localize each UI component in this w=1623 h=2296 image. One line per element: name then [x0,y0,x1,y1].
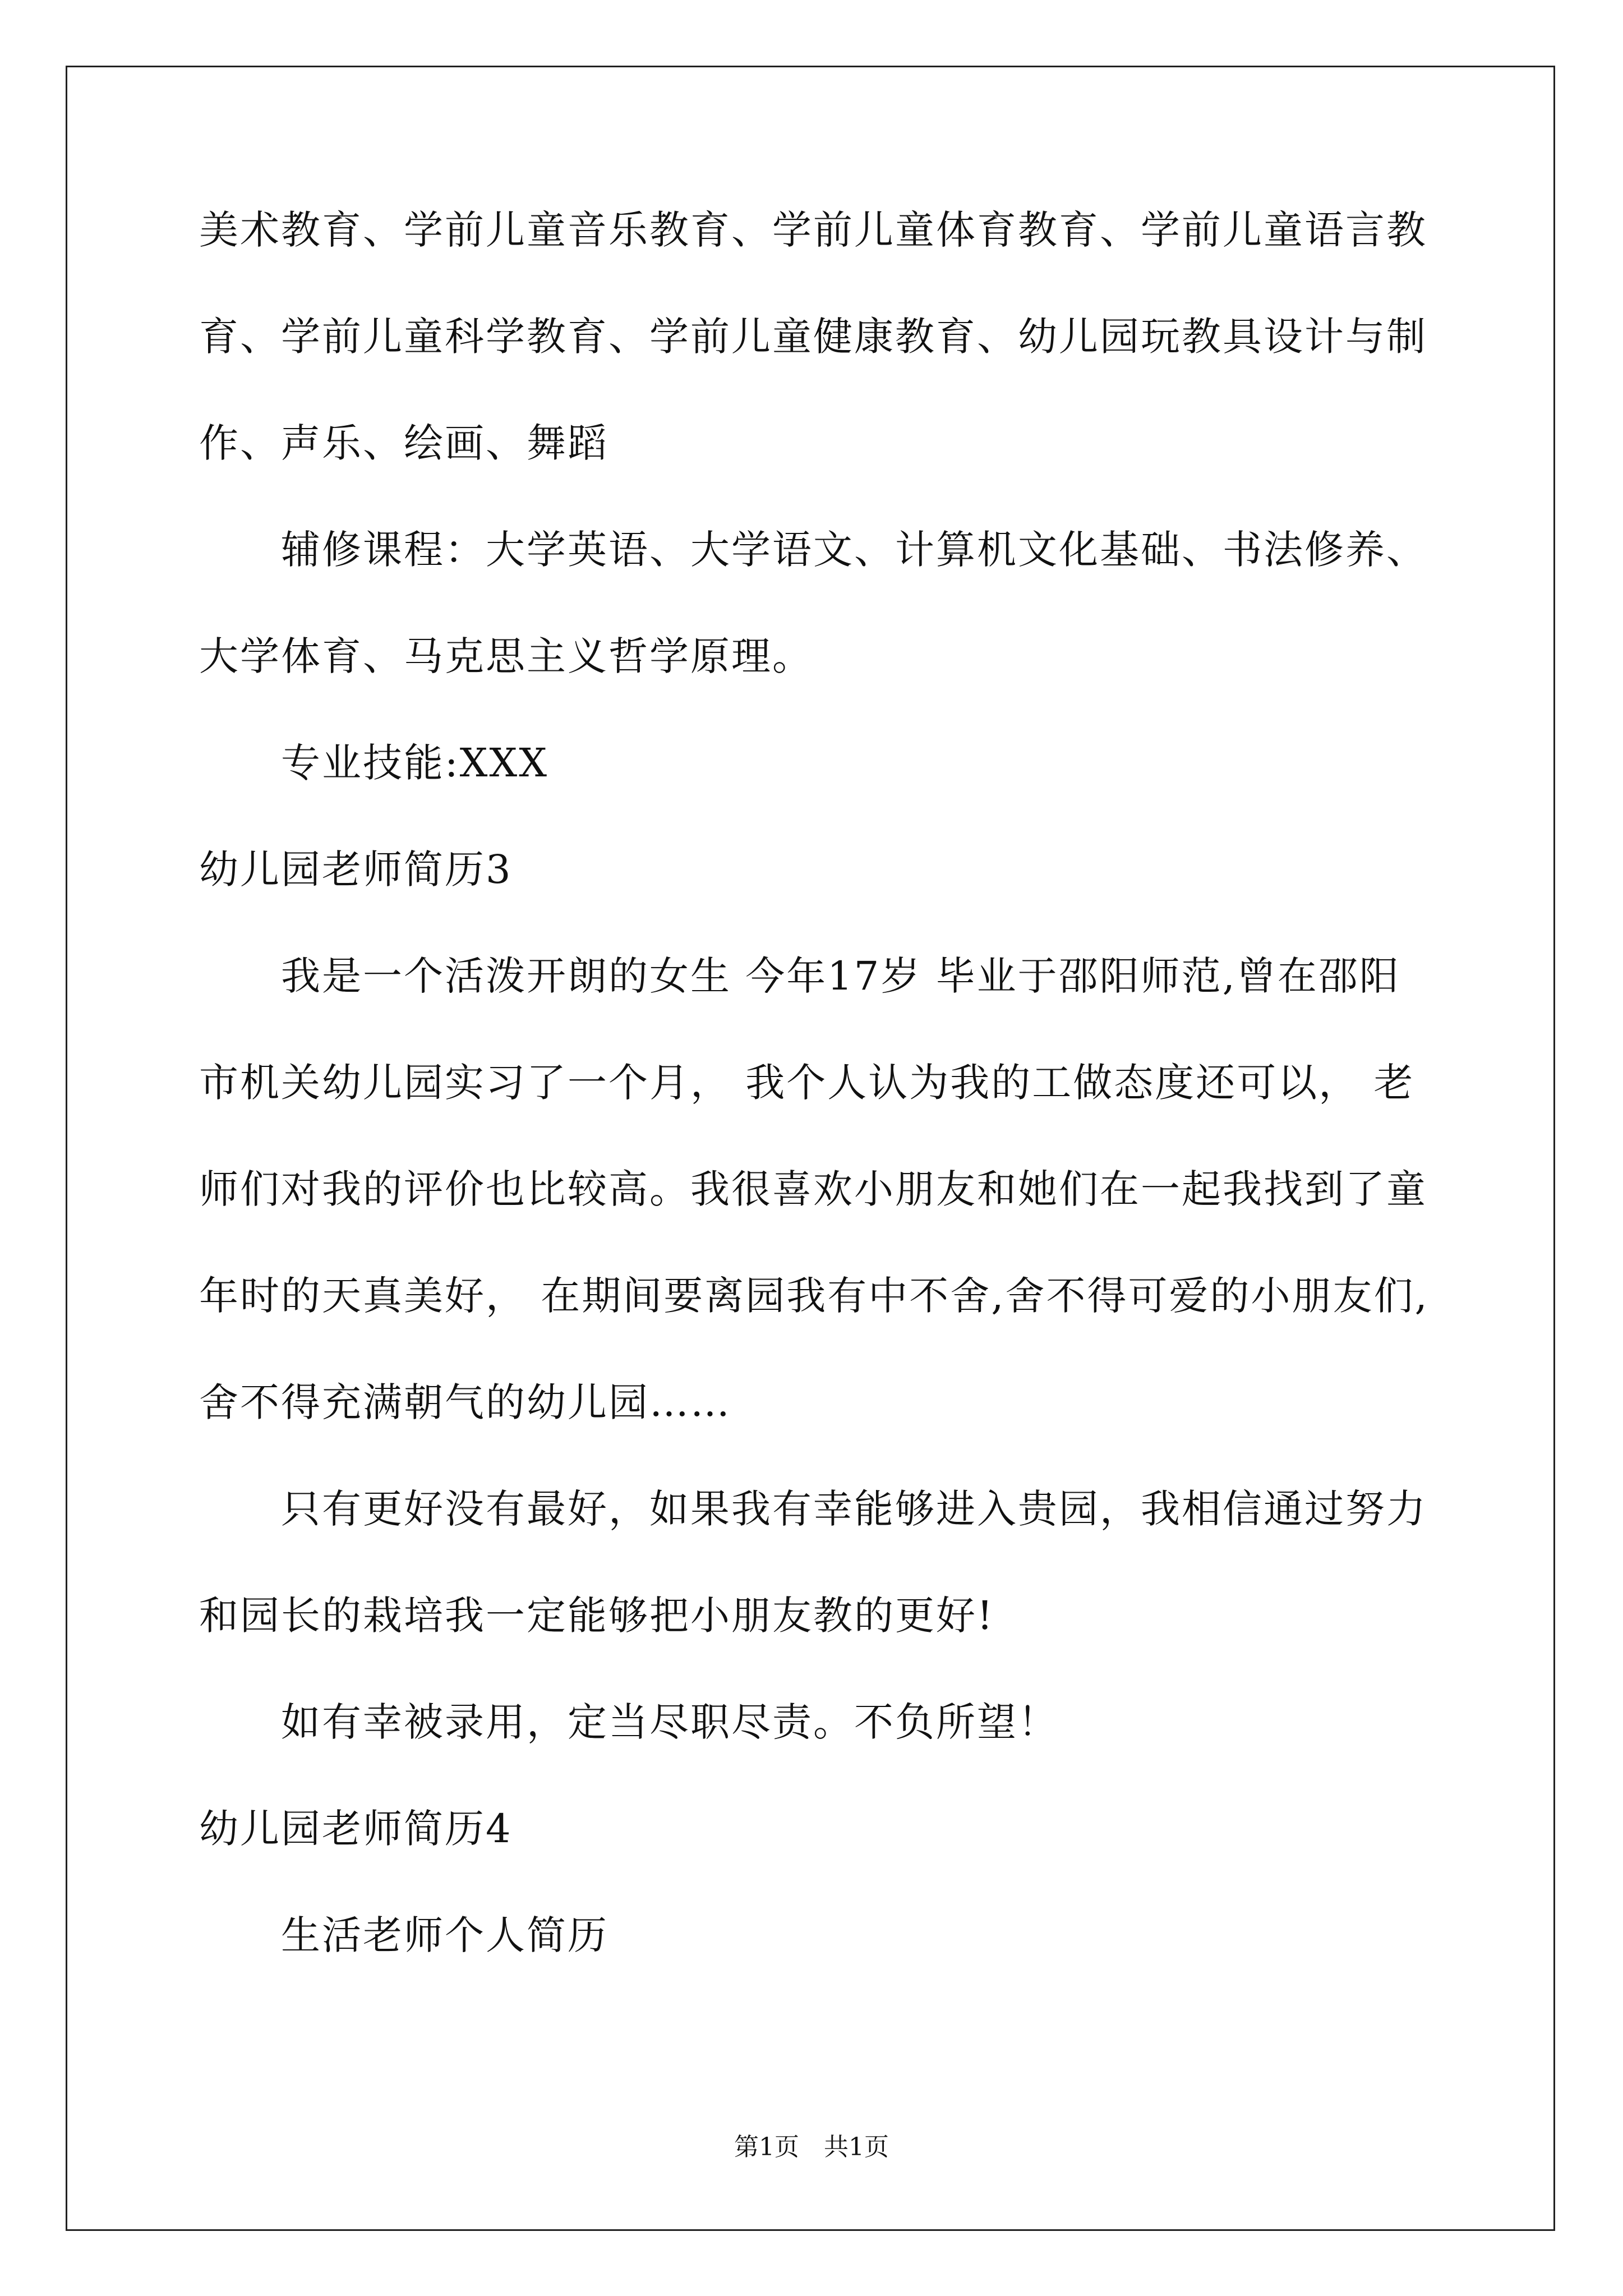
page-border [66,66,1555,2231]
section-heading: 幼儿园老师简历3 [199,846,513,892]
body-line: 如有幸被录用，定当尽职尽责。不负所望！ [281,1699,1059,1745]
body-line: 师们对我的评价也比较高。我很喜欢小朋友和她们在一起我找到了童 [199,1166,1427,1212]
section-heading: 幼儿园老师简历4 [199,1806,513,1852]
body-line: 作、声乐、绘画、舞蹈 [199,420,608,466]
body-line: 大学体育、马克思主义哲学原理。 [199,633,813,679]
body-line: 市机关幼儿园实习了一个月， 我个人认为我的工做态度还可以， 老 [199,1060,1415,1106]
body-line: 年时的天真美好， 在期间要离园我有中不舍,舍不得可爱的小朋友们, [199,1273,1429,1319]
body-line: 我是一个活泼开朗的女生 今年17岁 毕业于邵阳师范,曾在邵阳 [281,953,1400,999]
page-footer: 第1页 共1页 [734,2133,889,2161]
body-line: 育、学前儿童科学教育、学前儿童健康教育、幼儿园玩教具设计与制 [199,314,1427,360]
body-line: 美术教育、学前儿童音乐教育、学前儿童体育教育、学前儿童语言教 [199,207,1427,253]
body-line: 只有更好没有最好，如果我有幸能够进入贵园，我相信通过努力 [281,1486,1427,1532]
body-line: 专业技能:XXX [281,740,549,786]
body-line: 和园长的栽培我一定能够把小朋友教的更好! [199,1593,995,1639]
body-line: 舍不得充满朝气的幼儿园…… [199,1379,731,1425]
body-line: 辅修课程：大学英语、大学语文、计算机文化基础、书法修养、 [281,527,1427,573]
body-line: 生活老师个人简历 [281,1912,608,1958]
